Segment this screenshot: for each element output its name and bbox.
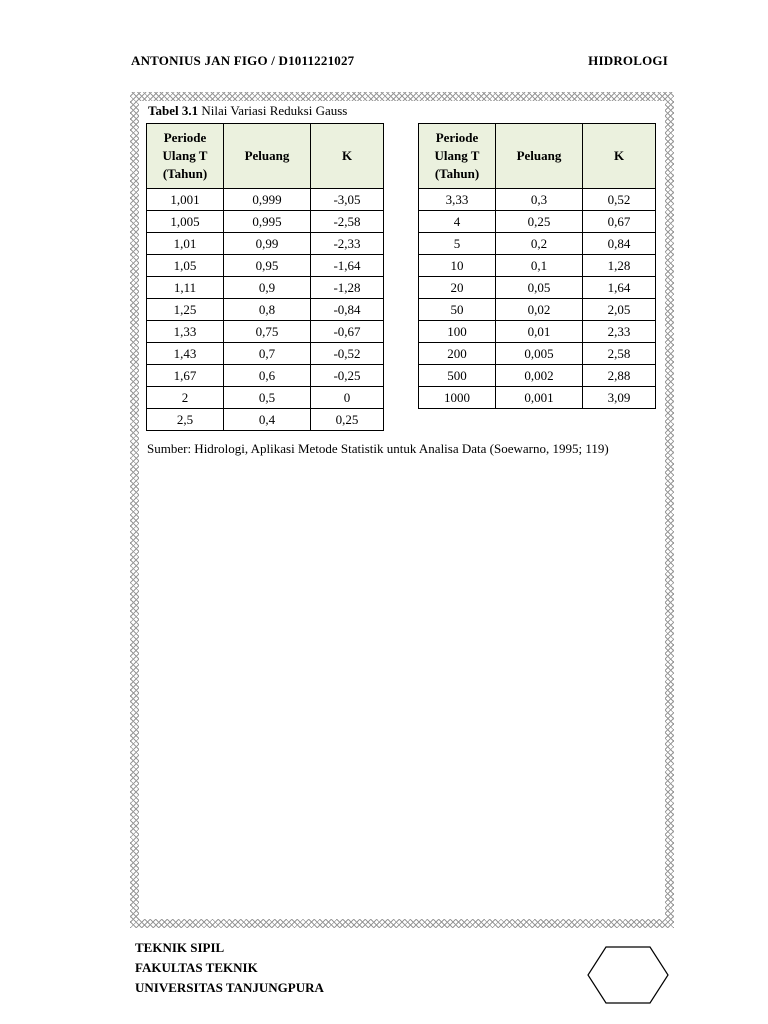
cell-k: 2,58 <box>583 343 656 365</box>
table-row <box>419 299 656 321</box>
cell-peluang: 0,999 <box>224 189 311 211</box>
cell-peluang: 0,75 <box>224 321 311 343</box>
cell-peluang: 0,4 <box>224 409 311 431</box>
cell-k: -0,52 <box>311 343 384 365</box>
cell-peluang: 0,5 <box>224 387 311 409</box>
cell-peluang: 0,002 <box>496 365 583 387</box>
cell-k: 0,25 <box>311 409 384 431</box>
header-periode: Periode Ulang T (Tahun) <box>419 124 496 189</box>
header-peluang: Peluang <box>496 124 583 189</box>
source-citation: Sumber: Hidrologi, Aplikasi Metode Statistik untuk Analisa Data (Soewarno, 1995; 119) <box>147 441 609 456</box>
table-body-left <box>147 189 384 431</box>
cell-peluang: 0,995 <box>224 211 311 233</box>
cell-k: 0,52 <box>583 189 656 211</box>
cell-peluang: 0,6 <box>224 365 311 387</box>
cell-k: -3,05 <box>311 189 384 211</box>
cell-peluang: 0,01 <box>496 321 583 343</box>
caption-label: Tabel 3.1 <box>148 103 199 118</box>
cell-k: 2,05 <box>583 299 656 321</box>
footer-department: TEKNIK SIPIL <box>135 940 225 955</box>
cell-k: 1,64 <box>583 277 656 299</box>
cell-periode: 5 <box>419 233 496 255</box>
header-subject: HIDROLOGI <box>588 53 668 68</box>
cell-k: 0 <box>311 387 384 409</box>
cell-periode: 50 <box>419 299 496 321</box>
cell-periode: 10 <box>419 255 496 277</box>
cell-peluang: 0,7 <box>224 343 311 365</box>
table-row <box>419 277 656 299</box>
table-row <box>419 365 656 387</box>
cell-periode: 500 <box>419 365 496 387</box>
cell-k: -1,28 <box>311 277 384 299</box>
cell-periode: 2,5 <box>147 409 224 431</box>
cell-periode: 1,33 <box>147 321 224 343</box>
cell-k: 0,84 <box>583 233 656 255</box>
table-row <box>419 189 656 211</box>
header-periode: Periode Ulang T (Tahun) <box>147 124 224 189</box>
cell-k: -0,25 <box>311 365 384 387</box>
table-row <box>419 321 656 343</box>
header-k: K <box>583 124 656 189</box>
table-row <box>147 387 384 409</box>
footer-faculty: FAKULTAS TEKNIK <box>135 960 258 975</box>
cell-peluang: 0,001 <box>496 387 583 409</box>
table-row <box>147 211 384 233</box>
cell-periode: 1,43 <box>147 343 224 365</box>
cell-peluang: 0,99 <box>224 233 311 255</box>
cell-periode: 1,01 <box>147 233 224 255</box>
table-caption <box>148 103 347 119</box>
footer-institution <box>135 938 324 998</box>
cell-k: -1,64 <box>311 255 384 277</box>
cell-periode: 3,33 <box>419 189 496 211</box>
cell-periode: 2 <box>147 387 224 409</box>
table-row <box>147 255 384 277</box>
table-row <box>419 233 656 255</box>
table-body-right <box>419 189 656 409</box>
cell-k: 2,88 <box>583 365 656 387</box>
cell-peluang: 0,9 <box>224 277 311 299</box>
table-row <box>419 343 656 365</box>
header-peluang: Peluang <box>224 124 311 189</box>
caption-title: Nilai Variasi Reduksi Gauss <box>201 103 348 118</box>
cell-k: 2,33 <box>583 321 656 343</box>
gauss-table-left <box>146 123 384 431</box>
cell-periode: 1,67 <box>147 365 224 387</box>
cell-peluang: 0,25 <box>496 211 583 233</box>
cell-periode: 100 <box>419 321 496 343</box>
cell-k: 3,09 <box>583 387 656 409</box>
cell-periode: 4 <box>419 211 496 233</box>
cell-periode: 1,005 <box>147 211 224 233</box>
cell-peluang: 0,02 <box>496 299 583 321</box>
table-row <box>147 321 384 343</box>
cell-periode: 1,11 <box>147 277 224 299</box>
cell-k: -2,58 <box>311 211 384 233</box>
cell-k: 1,28 <box>583 255 656 277</box>
cell-k: -2,33 <box>311 233 384 255</box>
table-row <box>147 233 384 255</box>
cell-k: 0,67 <box>583 211 656 233</box>
cell-periode: 200 <box>419 343 496 365</box>
table-row <box>147 189 384 211</box>
table-row <box>147 365 384 387</box>
cell-peluang: 0,005 <box>496 343 583 365</box>
header-k: K <box>311 124 384 189</box>
table-row <box>419 255 656 277</box>
cell-peluang: 0,8 <box>224 299 311 321</box>
table-row <box>147 277 384 299</box>
table-row <box>419 211 656 233</box>
table-row <box>419 387 656 409</box>
cell-k: -0,67 <box>311 321 384 343</box>
cell-peluang: 0,95 <box>224 255 311 277</box>
cell-periode: 20 <box>419 277 496 299</box>
gauss-table-right <box>418 123 656 409</box>
cell-periode: 1,25 <box>147 299 224 321</box>
table-row <box>147 409 384 431</box>
table-row <box>147 343 384 365</box>
table-row <box>147 299 384 321</box>
cell-peluang: 0,3 <box>496 189 583 211</box>
cell-periode: 1,05 <box>147 255 224 277</box>
footer-university: UNIVERSITAS TANJUNGPURA <box>135 980 324 995</box>
cell-peluang: 0,2 <box>496 233 583 255</box>
header-author: ANTONIUS JAN FIGO / D1011221027 <box>131 53 355 68</box>
page-number-hexagon <box>586 946 670 1004</box>
cell-peluang: 0,05 <box>496 277 583 299</box>
cell-periode: 1,001 <box>147 189 224 211</box>
cell-peluang: 0,1 <box>496 255 583 277</box>
cell-periode: 1000 <box>419 387 496 409</box>
cell-k: -0,84 <box>311 299 384 321</box>
